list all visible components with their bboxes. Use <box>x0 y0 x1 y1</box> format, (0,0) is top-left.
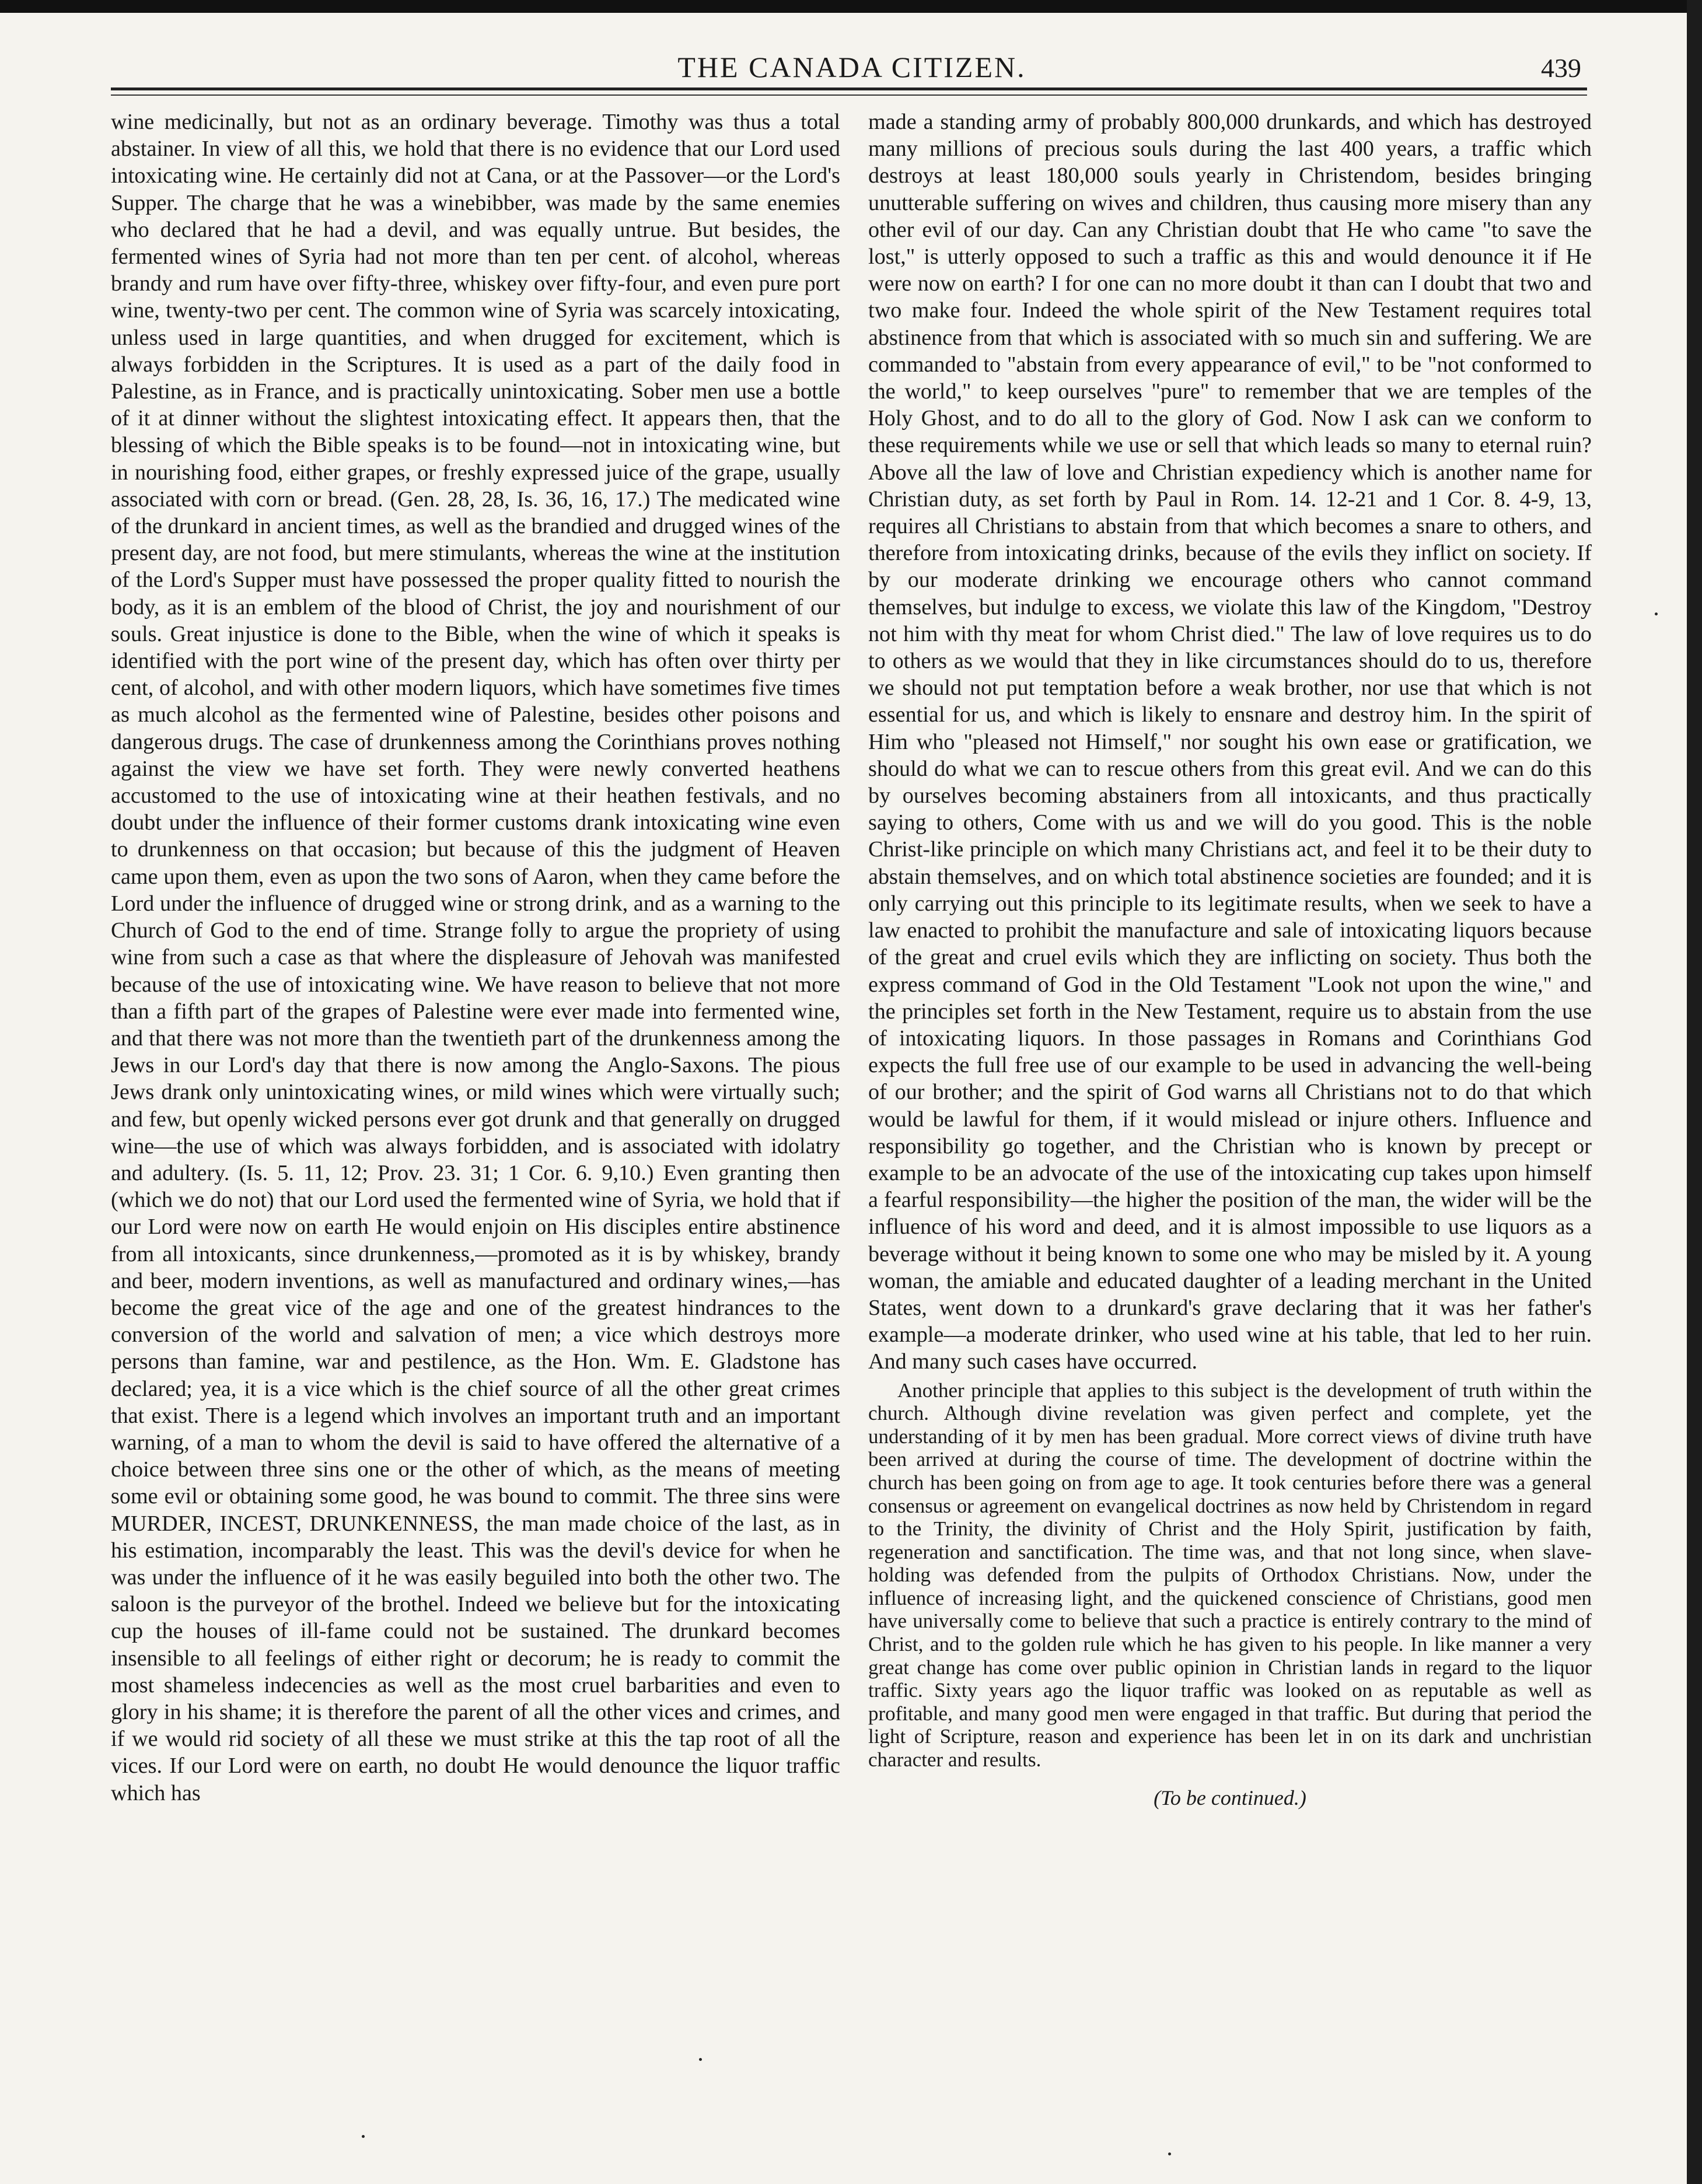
scan-speck <box>362 2135 365 2138</box>
scan-speck <box>1168 2152 1171 2155</box>
scan-speck <box>1655 612 1658 615</box>
right-column-small-paragraph: Another principle that applies to this subject is the development of truth within the church. Although divine revelation was given perfect and complete, yet the understanding of it by men has been gradual. More correct views of divine truth have been arrived at during the course of time. The development of doctrine within the church has been going on from age to age. It took centuries before there was a general consensus or agreement on evangelical doctrines as now held by Christendom in regard to the Trinity, the divinity of Christ and the Holy Spirit, justification by faith, regeneration and sanctification. The time was, and that not long since, when slave-holding was defended from the pulpits of Orthodox Christians. Now, under the influence of increasing light, and the quickened conscience of Christians, good men have universally come to believe that such a practice is entirely contrary to the mind of Christ, and to the golden rule which he has given to his people. In like manner a very great change has come over public opinion in Christian lands in regard to the liquor traffic. Sixty years ago the liquor traffic was looked on as reputable as well as profitable, and many good men were engaged in that traffic. But during that period the light of Scripture, reason and experience has been let in on its dark and unchristian character and results. <box>868 1378 1592 1772</box>
right-column <box>868 108 1592 1811</box>
scan-right-edge <box>1687 0 1702 2184</box>
right-column-text: made a standing army of probably 800,000 drunkards, and which has destroyed many millions of precious souls during the last 400 years, a traffic which destroys at least 180,000 souls yearly in Christendom, besides bringing unutterable suffering on wives and children, thus causing more misery than any other evil of our day. Can any Christian doubt that He who came "to save the lost," is utterly opposed to such a traffic as this and would denounce it if He were now on earth? I for one can no more doubt it than can I doubt that two and two make four. Indeed the whole spirit of the New Testament requires total abstinence from that which is associated with so much sin and suffering. We are commanded to "abstain from every appearance of evil," to be "not conformed to the world," to keep ourselves "pure" to remember that we are temples of the Holy Ghost, and to do all to the glory of God. Now I ask can we conform to these requirements while we use or sell that which leads so many to eternal ruin? Above all the law of love and Christian expediency which is another name for Christian duty, as set forth by Paul in Rom. 14. 12-21 and 1 Cor. 8. 4-9, 13, requires all Christians to abstain from that which becomes a snare to others, and therefore from intoxicating drinks, because of the evils they inflict on society. If by our moderate drinking we encourage others who cannot command themselves, but indulge to excess, we violate this law of the Kingdom, "Destroy not him with thy meat for whom Christ died." The law of love requires us to do to others as we would that they in like circumstances should do to us, therefore we should not put temptation before a weak brother, nor use that which is not essential for us, and which is likely to ensnare and destroy him. In the spirit of Him who "pleased not Himself," nor sought his own ease or gratification, we should do what we can to rescue others from this great evil. And we can do this by ourselves becoming abstainers from all intoxicants, and thus practically saying to others, Come with us and we will do you good. This is the noble Christ-like principle on which many Christians act, and feel it to be their duty to abstain themselves, and on which total abstinence societies are founded; and it is only carrying out this principle to its legitimate results, when we seek to have a law enacted to prohibit the manufacture and sale of intoxicating liquors because of the great and cruel evils which they are inflicting on society. Thus both the express command of God in the Old Testament "Look not upon the wine," and the principles set forth in the New Testament, require us to abstain from the use of intoxicating liquors. In those passages in Romans and Corinthians God expects the full free use of our example to be used in advancing the well-being of our brother; and the spirit of God warns all Christians not to do that which would be lawful for them, if it would mislead or injure others. Influence and responsibility go together, and the Christian who is known by precept or example to be an advocate of the use of the intoxicating cup takes upon himself a fearful responsibility—the higher the position of the man, the wider will be the influence of his word and deed, and it is almost impossible to use liquors as a beverage without it being known to some one who may be misled by it. A young woman, the amiable and educated daughter of a leading merchant in the United States, went down to a drunkard's grave declaring that it was her father's example—a moderate drinker, who used wine at his table, that led to her ruin. And many such cases have occurred. <box>868 110 1592 1374</box>
page-header <box>111 50 1593 91</box>
scan-speck <box>699 2058 702 2061</box>
left-column-text: wine medicinally, but not as an ordinary beverage. Timothy was thus a total abstainer. In view of all this, we hold that there is no evidence that our Lord used intoxicating wine. He certainly did not at Cana, or at the Passover—or the Lord's Supper. The charge that he was a winebibber, was made by the same enemies who declared that he had a devil, and was equally untrue. But besides, the fermented wines of Syria had not more than ten per cent. of alcohol, whereas brandy and rum have over fifty-three, whiskey over fifty-four, and even pure port wine, twenty-two per cent. The common wine of Syria was scarcely intoxicating, unless used in large quantities, and when drugged for excitement, which is always forbidden in the Scriptures. It is used as a part of the daily food in Palestine, as in France, and is practically unintoxicating. Sober men use a bottle of it at dinner without the slightest intoxicating effect. It appears then, that the blessing of which the Bible speaks is to be found—not in intoxicating wine, but in nourishing food, either grapes, or freshly expressed juice of the grape, usually associated with corn or bread. (Gen. 28, 28, Is. 36, 16, 17.) The medicated wine of the drunkard in ancient times, as well as the brandied and drugged wines of the present day, are not food, but mere stimulants, whereas the wine at the institution of the Lord's Supper must have possessed the proper quality fitted to nourish the body, as it is an emblem of the blood of Christ, the joy and nourishment of our souls. Great injustice is done to the Bible, when the wine of which it speaks is identified with the port wine of the present day, which has often over thirty per cent, of alcohol, and with other modern liquors, which have sometimes five times as much alcohol as the fermented wine of Palestine, besides other poisons and dangerous drugs. The case of drunkenness among the Corinthians proves nothing against the view we have set forth. They were newly converted heathens accustomed to the use of intoxicating wine at their heathen festivals, and no doubt under the influence of their former customs drank intoxicating wine even to drunkenness on that occasion; but because of this the judgment of Heaven came upon them, even as upon the two sons of Aaron, when they came before the Lord under the influence of drugged wine or strong drink, and as a warning to the Church of God to the end of time. Strange folly to argue the propriety of using wine from such a case as that where the displeasure of Jehovah was manifested because of the use of intoxicating wine. We have reason to believe that not more than a fifth part of the grapes of Palestine were ever made into fermented wine, and that there was not more than the twentieth part of the drunkenness among the Jews in our Lord's day that there is now among the Anglo-Saxons. The pious Jews drank only unintoxicating wines, or mild wines which were virtually such; and few, but openly wicked persons ever got drunk and that generally on drugged wine—the use of which was always forbidden, and is associated with idolatry and adultery. (Is. 5. 11, 12; Prov. 23. 31; 1 Cor. 6. 9,10.) Even granting then (which we do not) that our Lord used the fermented wine of Syria, we hold that if our Lord were now on earth He would enjoin on His disciples entire abstinence from all intoxicants, since drunkenness,—promoted as it is by whiskey, brandy and beer, modern inventions, as well as manufactured and ordinary wines,—has become the great vice of the age and one of the greatest hindrances to the conversion of the world and salvation of men; a vice which destroys more persons than famine, war and pestilence, as the Hon. Wm. E. Gladstone has declared; yea, it is a vice which is the chief source of all the other great crimes that exist. There is a legend which involves an important truth and an important warning, of a man to whom the devil is said to have offered the alternative of a choice between three sins one or the other of which, as the means of meeting some evil or obtaining some good, he was bound to commit. The three sins were MURDER, INCEST, DRUNKENNESS, the man made choice of the last, as in his estimation, incomparably the least. This was the devil's device for when he was under the influence of it he was easily beguiled into both the other two. The saloon is the purveyor of the brothel. Indeed we believe but for the intoxicating cup the houses of ill-fame could not be sustained. The drunkard becomes insensible to all feelings of either right or decorum; he is ready to commit the most shameless indecencies as well as the most cruel barbarities and even to glory in his shame; it is therefore the parent of all the other vices and crimes, and if we would rid society of all these we must strike at this the tap root of all the vices. If our Lord were on earth, no doubt He would denounce the liquor traffic which has <box>111 110 840 1805</box>
to-be-continued: (To be continued.) <box>1154 1786 1306 1810</box>
publication-title: THE CANADA CITIZEN. <box>677 51 1026 83</box>
left-column <box>111 108 840 1807</box>
header-rule-thick <box>111 88 1587 90</box>
header-rule-thin <box>111 94 1587 96</box>
page-number: 439 <box>1541 53 1581 83</box>
scan-top-edge <box>0 0 1702 13</box>
